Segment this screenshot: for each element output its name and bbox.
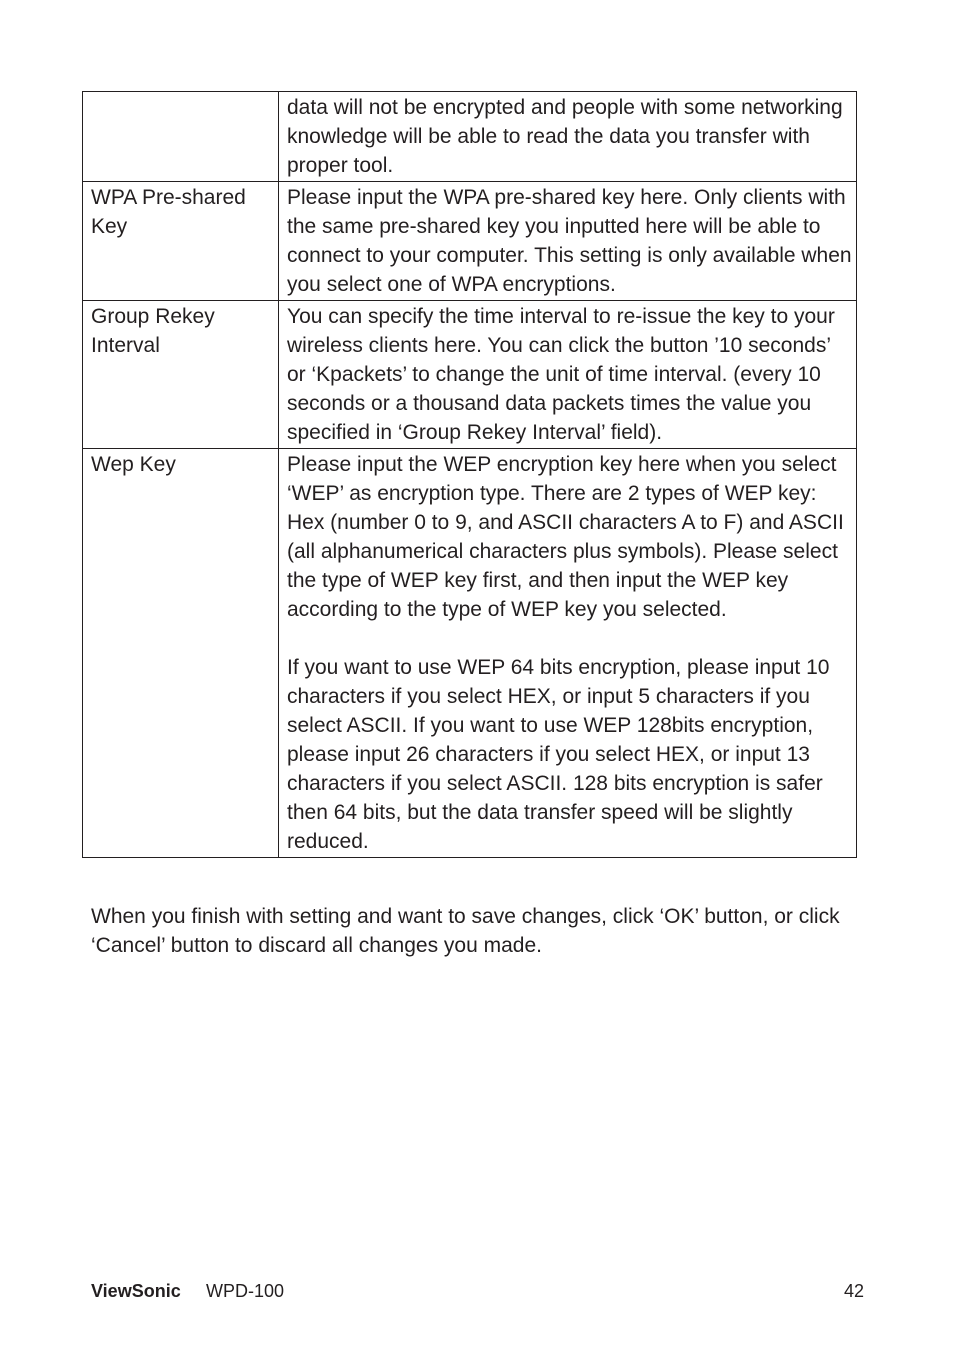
- setting-name: Wep Key: [83, 449, 279, 858]
- setting-name: [83, 92, 279, 182]
- description-paragraph: If you want to use WEP 64 bits encryption, please input 10 characters if you select HEX, or input 5 characters if you select ASCII. If you want to use WEP 128bits encryption, please input 26 characters if you select HEX, or input 13 characters if you select ASCII. 128 bits encryption is safer then 64 bits, but the data transfer speed will be slightly reduced.: [287, 656, 830, 853]
- description-paragraph: Please input the WPA pre-shared key here. Only clients with the same pre-shared key you inputted here will be able to connect to your computer. This setting is only available when you select one of WPA encryptions.: [287, 186, 852, 296]
- setting-description: [279, 301, 857, 449]
- setting-name: WPA Pre-shared Key: [83, 182, 279, 301]
- table-row: [83, 182, 857, 301]
- description-paragraph: data will not be encrypted and people with some networking knowledge will be able to read the data you transfer with proper tool.: [287, 96, 843, 177]
- description-paragraph: Please input the WEP encryption key here when you select ‘WEP’ as encryption type. There are 2 types of WEP key: Hex (number 0 to 9, and ASCII characters A to F) and ASCII (all alphanumerical characters plus symbols). Please select the type of WEP key first, and then input the WEP key according to the type of WEP key you selected.: [287, 453, 844, 621]
- setting-description: [279, 182, 857, 301]
- footer-model: WPD-100: [206, 1281, 285, 1301]
- setting-name: Group Rekey Interval: [83, 301, 279, 449]
- description-paragraph: You can specify the time interval to re-issue the key to your wireless clients here. You can click the button ’10 seconds’ or ‘Kpackets’ to change the unit of time interval. (every 10 seconds or a thousand data packets times the value you specified in ‘Group Rekey Interval’ field).: [287, 305, 835, 444]
- table-row: [83, 449, 857, 858]
- footer-brand: ViewSonic: [91, 1281, 181, 1301]
- save-instructions: When you finish with setting and want to save changes, click ‘OK’ button, or click ‘Cancel’ button to discard all changes you made.: [91, 905, 840, 957]
- settings-table: [82, 91, 857, 858]
- table-row: [83, 92, 857, 182]
- setting-description: [279, 449, 857, 858]
- page-number: 42: [843, 1281, 864, 1301]
- table-row: [83, 301, 857, 449]
- setting-description: [279, 92, 857, 182]
